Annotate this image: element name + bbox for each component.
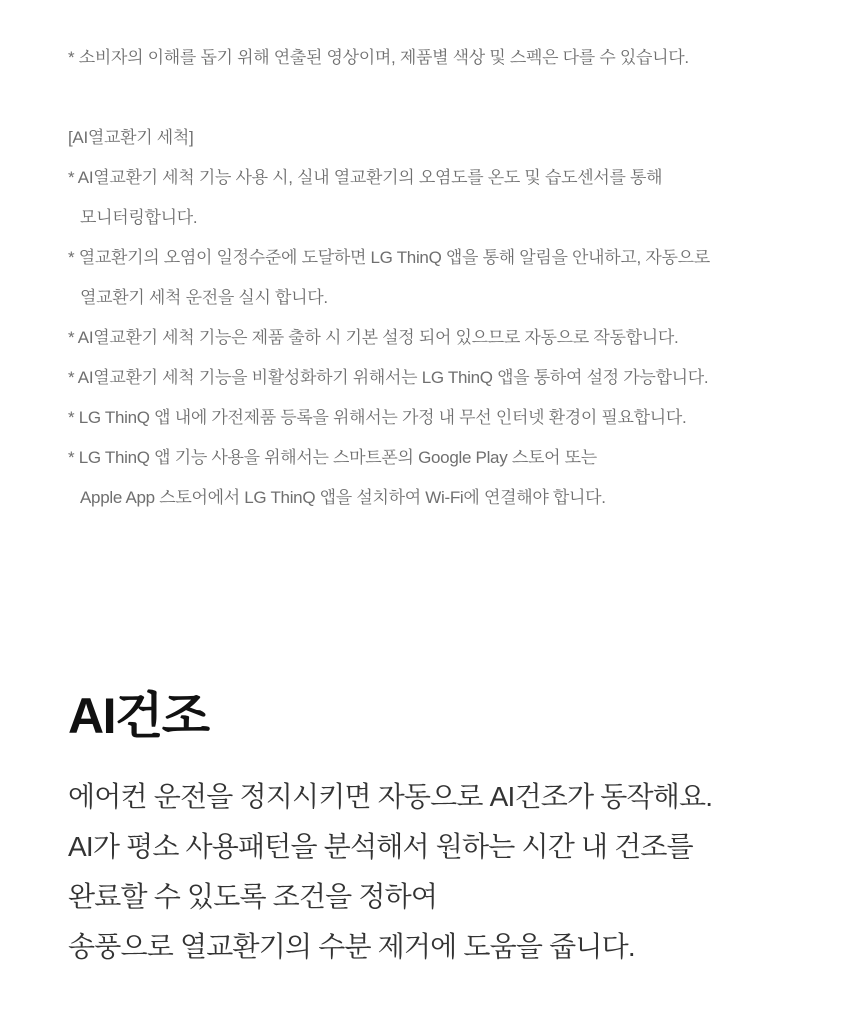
- note-line-continuation: Apple App 스토어에서 LG ThinQ 앱을 설치하여 Wi-Fi에 연결해야 합니다.: [80, 488, 606, 507]
- note-line: * AI열교환기 세척 기능 사용 시, 실내 열교환기의 오염도를 온도 및 습도센서를 통해: [68, 168, 663, 187]
- note-line: * AI열교환기 세척 기능은 제품 출하 시 기본 설정 되어 있으므로 자동으로 작동합니다.: [68, 328, 679, 347]
- feature-heading-ai-dry: AI건조: [68, 688, 209, 744]
- feature-description-line: 완료할 수 있도록 조건을 정하여: [68, 881, 438, 912]
- note-line-continuation: 모니터링합니다.: [80, 208, 198, 227]
- note-line: * LG ThinQ 앱 내에 가전제품 등록을 위해서는 가정 내 무선 인터넷 환경이 필요합니다.: [68, 408, 687, 427]
- feature-description: [68, 772, 810, 972]
- feature-description-line: AI가 평소 사용패턴을 분석해서 원하는 시간 내 건조를: [68, 831, 693, 862]
- note-line: * AI열교환기 세척 기능을 비활성화하기 위해서는 LG ThinQ 앱을 통하여 설정 가능합니다.: [68, 368, 709, 387]
- notes-section-title: [AI열교환기 세척]: [68, 128, 194, 147]
- feature-description-line: 송풍으로 열교환기의 수분 제거에 도움을 줍니다.: [68, 931, 635, 962]
- note-line-continuation: 열교환기 세척 운전을 실시 합니다.: [80, 288, 328, 307]
- disclaimer-note: * 소비자의 이해를 돕기 위해 연출된 영상이며, 제품별 색상 및 스펙은 다를 수 있습니다.: [68, 48, 689, 67]
- feature-description-line: 에어컨 운전을 정지시키면 자동으로 AI건조가 동작해요.: [68, 781, 713, 812]
- note-line: * 열교환기의 오염이 일정수준에 도달하면 LG ThinQ 앱을 통해 알림을 안내하고, 자동으로: [68, 248, 710, 267]
- ai-heat-exchanger-cleaning-notes: [68, 118, 810, 518]
- note-line: * LG ThinQ 앱 기능 사용을 위해서는 스마트폰의 Google Play 스토어 또는: [68, 448, 597, 467]
